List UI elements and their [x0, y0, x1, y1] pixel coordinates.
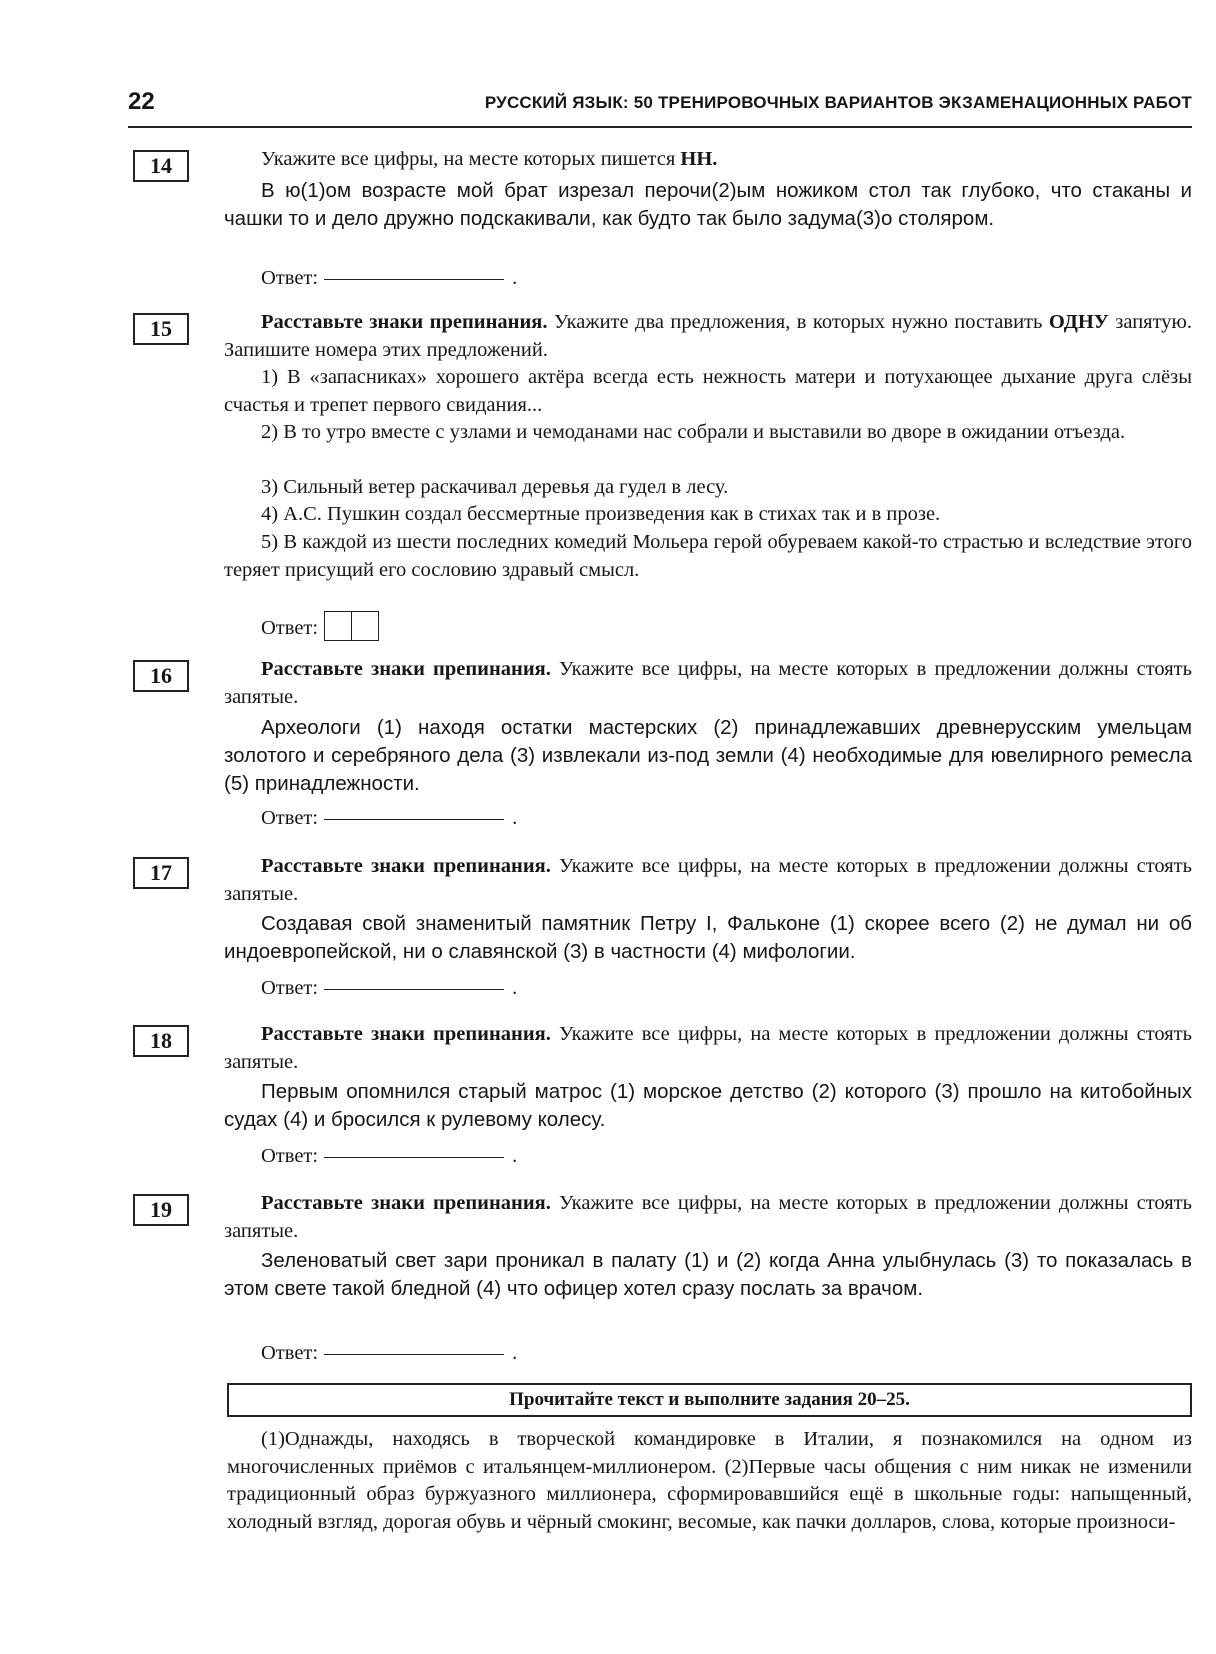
- answer-label: Ответ:: [261, 807, 319, 829]
- task-14-text: В ю(1)ом возрасте мой брат изрезал перочи(2)ым ножиком стол так глубоко, что стаканы и чашки то и дело дружно подскакивали, как будто так было задума(3)о столяром.: [224, 179, 1192, 230]
- answer-boxes: [324, 611, 379, 648]
- task-17-instruction-bold: Расставьте знаки препинания.: [261, 855, 551, 877]
- task-14-instruction-emph: НН.: [680, 148, 718, 170]
- answer-suffix: .: [512, 977, 518, 999]
- task-16-text: Археологи (1) находя остатки мастерских (2) принадлежавших древнерусским умельцам золотого и серебряного дела (3) извлекали из-под земли (4) необходимые для ювелирного ремесла (5) принадлежности.: [224, 716, 1192, 795]
- task-15-sentence-1: 1) В «запасниках» хорошего актёра всегда есть нежность матери и потухающее дыхание друга слёзы счастья и трепет первого свидания...: [224, 366, 1192, 416]
- task-14-instruction-text: Укажите все цифры, на месте которых пишется: [261, 148, 681, 170]
- answer-label: Ответ:: [261, 1342, 319, 1364]
- answer-suffix: .: [512, 807, 518, 829]
- page-number: 22: [128, 88, 155, 115]
- task-18-answer: [261, 1143, 517, 1169]
- task-15-answer: [261, 611, 379, 648]
- reading-banner: Прочитайте текст и выполните задания 20–25.: [227, 1383, 1192, 1417]
- answer-line[interactable]: [324, 819, 504, 820]
- answer-label: Ответ:: [261, 267, 319, 289]
- answer-cell-2[interactable]: [351, 611, 379, 641]
- task-15-sentence-4: 4) А.С. Пушкин создал бессмертные произведения как в стихах так и в прозе.: [261, 503, 941, 525]
- task-number-17: 17: [133, 857, 189, 889]
- task-15-instruction-emph: ОДНУ: [1048, 311, 1109, 333]
- task-19-instruction: [224, 1190, 1192, 1245]
- task-16-instruction: [224, 656, 1192, 711]
- task-15-sentence-5: 5) В каждой из шести последних комедий Мольера герой обуреваем какой-то страстью и вследствие этого теряет присущий его сословию здравый смысл.: [224, 531, 1192, 581]
- answer-line[interactable]: [324, 1157, 504, 1158]
- task-17-instruction-rest: Укажите все цифры, на месте которых в предложении должны стоять запятые.: [224, 855, 1192, 905]
- task-15-instruction-bold: Расставьте знаки препинания.: [261, 311, 548, 333]
- answer-line[interactable]: [324, 279, 504, 280]
- task-16-answer: [261, 805, 517, 831]
- task-16-instruction-rest: Укажите все цифры, на месте которых в предложении должны стоять запятые.: [224, 658, 1192, 708]
- task-15-instruction-part2: запятую. Запишите номера этих предложений.: [224, 311, 1192, 361]
- task-19-answer: [261, 1340, 517, 1366]
- task-17-text: Создавая свой знаменитый памятник Петру I, Фальконе (1) скорее всего (2) не думал ни об индоевропейской, ни о славянской (3) в частности (4) мифологии.: [224, 912, 1192, 963]
- task-number-19: 19: [133, 1194, 189, 1226]
- answer-label: Ответ:: [261, 977, 319, 999]
- task-19-instruction-bold: Расставьте знаки препинания.: [261, 1192, 551, 1214]
- answer-suffix: .: [512, 1342, 518, 1364]
- task-number-15: 15: [133, 313, 189, 345]
- task-19-text: Зеленоватый свет зари проникал в палату (1) и (2) когда Анна улыбнулась (3) то показалась в этом свете такой бледной (4) что офицер хотел сразу послать за врачом.: [224, 1249, 1192, 1300]
- task-number-14: 14: [133, 150, 189, 182]
- task-14-instruction: [224, 146, 1192, 174]
- task-19-instruction-rest: Укажите все цифры, на месте которых в предложении должны стоять запятые.: [224, 1192, 1192, 1242]
- task-18-instruction: [224, 1021, 1192, 1076]
- task-14-answer: [261, 265, 517, 291]
- task-15-sentence-2: 2) В то утро вместе с узлами и чемоданами нас собрали и выставили во дворе в ожидании отъезда.: [261, 421, 1126, 443]
- task-18-instruction-bold: Расставьте знаки препинания.: [261, 1023, 551, 1045]
- task-15-instruction: [224, 309, 1192, 364]
- task-18-text: Первым опомнился старый матрос (1) морское детство (2) которого (3) прошло на китобойных судах (4) и бросился к рулевому колесу.: [224, 1080, 1192, 1131]
- task-number-18: 18: [133, 1025, 189, 1057]
- answer-suffix: .: [512, 267, 518, 289]
- answer-suffix: .: [512, 1145, 518, 1167]
- answer-cell-1[interactable]: [324, 611, 352, 641]
- reading-text: (1)Однажды, находясь в творческой командировке в Италии, я познакомился на одном из многочисленных приёмов с итальянцем-миллионером. (2)Первые часы общения с ним никак не изменили традиционный образ буржуазного миллионера, сформировавшийся ещё в школьные годы: напыщенный, холодный взгляд, дорогая обувь и чёрный смокинг, весомые, как пачки долларов, слова, которые произноси-: [227, 1428, 1192, 1533]
- running-title: РУССКИЙ ЯЗЫК: 50 ТРЕНИРОВОЧНЫХ ВАРИАНТОВ ЭКЗАМЕНАЦИОННЫХ РАБОТ: [484, 93, 1192, 112]
- task-17-answer: [261, 975, 517, 1001]
- answer-line[interactable]: [324, 1354, 504, 1355]
- task-15-instruction-part1: Укажите два предложения, в которых нужно поставить: [547, 311, 1049, 333]
- task-18-instruction-rest: Укажите все цифры, на месте которых в предложении должны стоять запятые.: [224, 1023, 1192, 1073]
- task-17-instruction: [224, 853, 1192, 908]
- task-16-instruction-bold: Расставьте знаки препинания.: [261, 658, 551, 680]
- answer-label: Ответ:: [261, 617, 319, 640]
- answer-label: Ответ:: [261, 1145, 319, 1167]
- answer-line[interactable]: [324, 989, 504, 990]
- task-15-sentence-3: 3) Сильный ветер раскачивал деревья да гудел в лесу.: [261, 476, 729, 498]
- task-number-16: 16: [133, 660, 189, 692]
- page-header: [128, 86, 1192, 128]
